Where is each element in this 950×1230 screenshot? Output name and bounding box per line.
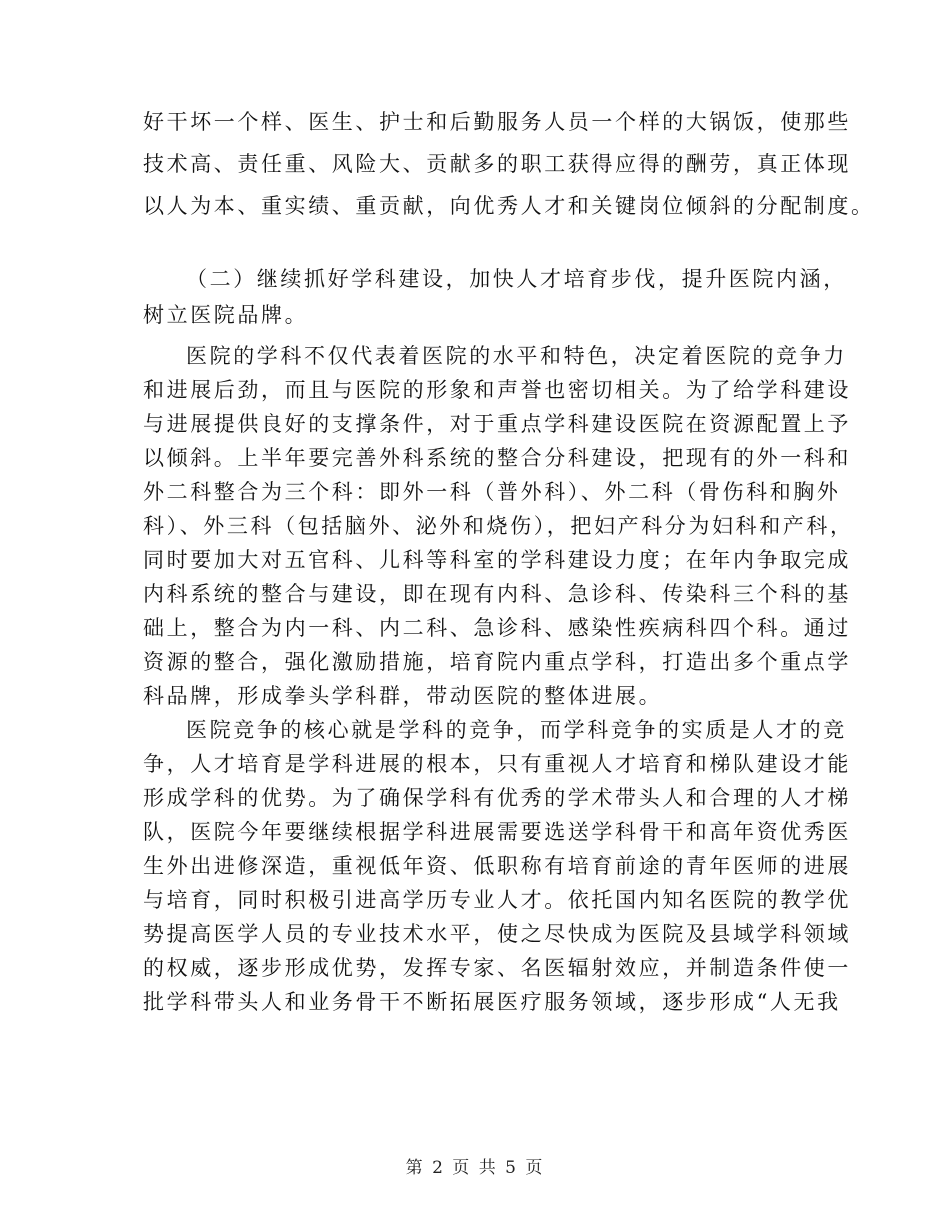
paragraph-line: 队，医院今年要继续根据学科进展需要选送学科骨干和高年资优秀医	[143, 820, 851, 844]
paragraph-line: 好干坏一个样、医生、护士和后勤服务人员一个样的大锅饭，使那些	[143, 110, 851, 134]
paragraph-line: 的权威，逐步形成优势，发挥专家、名医辐射效应，并制造条件使一	[143, 956, 851, 980]
paragraph-line: 础上，整合为内一科、内二科、急诊科、感染性疾病科四个科。通过	[143, 616, 851, 640]
paragraph-line: 技术高、责任重、风险大、贡献多的职工获得应得的酬劳，真正体现	[143, 152, 851, 176]
paragraph-line: 以倾斜。上半年要完善外科系统的整合分科建设，把现有的外一科和	[143, 446, 851, 470]
paragraph-line: 和进展后劲，而且与医院的形象和声誉也密切相关。为了给学科建设	[143, 378, 851, 402]
paragraph-line: 生外出进修深造，重视低年资、低职称有培育前途的青年医师的进展	[143, 854, 851, 878]
paragraph-line: 资源的整合，强化激励措施，培育院内重点学科，打造出多个重点学	[143, 650, 851, 674]
paragraph-line: 形成学科的优势。为了确保学科有优秀的学术带头人和合理的人才梯	[143, 786, 851, 810]
paragraph-line: 与进展提供良好的支撑条件，对于重点学科建设医院在资源配置上予	[143, 412, 851, 436]
paragraph-line: 与培育，同时积极引进高学历专业人才。依托国内知名医院的教学优	[143, 888, 851, 912]
paragraph-line: 势提高医学人员的专业技术水平，使之尽快成为医院及县域学科领域	[143, 922, 851, 946]
paragraph-line: 内科系统的整合与建设，即在现有内科、急诊科、传染科三个科的基	[143, 582, 851, 606]
paragraph-line: 争，人才培育是学科进展的根本，只有重视人才培育和梯队建设才能	[143, 752, 851, 776]
paragraph-line: 外二科整合为三个科：即外一科（普外科）、外二科（骨伤科和胸外	[143, 480, 841, 504]
section-heading: 树立医院品牌。	[143, 303, 309, 327]
paragraph-line: 科）、外三科（包括脑外、泌外和烧伤），把妇产科分为妇科和产科，	[143, 514, 854, 538]
paragraph-line: 以人为本、重实绩、重贡献，向优秀人才和关键岗位倾斜的分配制度。	[143, 194, 875, 218]
paragraph-line: 同时要加大对五官科、儿科等科室的学科建设力度；在年内争取完成	[143, 548, 851, 572]
paragraph-line: 批学科带头人和业务骨干不断拓展医疗服务领域，逐步形成“人无我	[143, 990, 841, 1014]
section-heading: （二）继续抓好学科建设，加快人才培育步伐，提升医院内涵，	[186, 267, 847, 291]
paragraph-line: 医院的学科不仅代表着医院的水平和特色，决定着医院的竞争力	[186, 344, 847, 368]
page-number-footer: 第 2 页 共 5 页	[405, 1158, 545, 1178]
paragraph-line: 科品牌，形成拳头学科群，带动医院的整体进展。	[143, 684, 663, 708]
paragraph-line: 医院竞争的核心就是学科的竞争，而学科竞争的实质是人才的竞	[186, 718, 847, 742]
